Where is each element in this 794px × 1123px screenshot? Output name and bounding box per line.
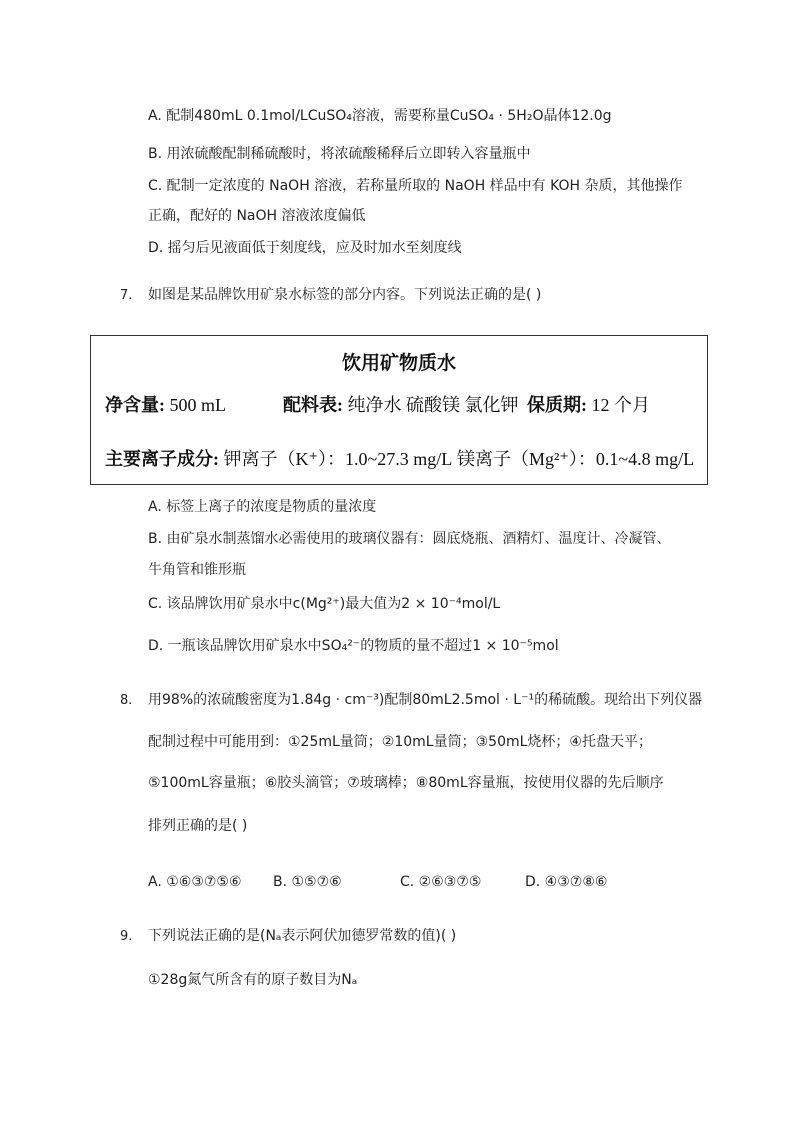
q9-number: 9.	[120, 929, 133, 944]
label-row-ions	[105, 447, 452, 471]
q6-option-b: B. 用浓硫酸配制稀硫酸时，将浓硫酸稀释后立即转入容量瓶中	[148, 146, 531, 162]
ingredients-label: 配料表:	[283, 395, 343, 415]
ions-label: 主要离子成分:	[105, 449, 219, 469]
net-content-label: 净含量:	[105, 395, 165, 415]
q7-option-c: C. 该品牌饮用矿泉水中c(Mg²⁺)最大值为2 × 10⁻⁴mol/L	[148, 596, 501, 612]
shelf-life-value: 12 个月	[591, 395, 650, 415]
q7-option-b-line1: B. 由矿泉水制蒸馏水必需使用的玻璃仪器有：圆底烧瓶、酒精灯、温度计、冷凝管、	[148, 531, 671, 547]
magnesium-ion: 镁离子（Mg²⁺）：0.1~4.8 mg/L	[457, 449, 695, 469]
q9-item-1: ①28g氮气所含有的原子数目为Nₐ	[148, 972, 358, 988]
q6-option-a: A. 配制480mL 0.1mol/LCuSO₄溶液，需要称量CuSO₄ · 5H₂O晶体12.0g	[148, 108, 612, 124]
q7-option-a: A. 标签上离子的浓度是物质的量浓度	[148, 499, 377, 515]
label-row-1	[105, 393, 226, 417]
q8-number: 8.	[120, 693, 133, 708]
q7-stem: 如图是某品牌饮用矿泉水标签的部分内容。下列说法正确的是( )	[148, 287, 542, 303]
q7-number: 7.	[120, 288, 133, 303]
q8-option-a: A. ①⑥③⑦⑤⑥	[148, 874, 242, 890]
q6-option-d: D. 摇匀后见液面低于刻度线，应及时加水至刻度线	[148, 240, 462, 256]
shelf-life-label: 保质期:	[527, 395, 587, 415]
label-title: 饮用矿物质水	[341, 353, 456, 374]
q8-option-c: C. ②⑥③⑦⑤	[400, 874, 482, 890]
label-row-ingredients	[283, 393, 519, 417]
q8-option-d: D. ④③⑦⑧⑥	[525, 874, 608, 890]
net-content-value: 500 mL	[169, 395, 226, 415]
q8-line4: 排列正确的是( )	[148, 818, 248, 834]
q8-line2: 配制过程中可能用到：①25mL量筒；②10mL量筒；③50mL烧杯；④托盘天平；	[148, 734, 652, 750]
potassium-ion: 钾离子（K⁺）：1.0~27.3 mg/L	[223, 449, 453, 469]
q9-stem: 下列说法正确的是(Nₐ表示阿伏加德罗常数的值)( )	[148, 928, 457, 944]
q6-option-c-line2: 正确，配好的 NaOH 溶液浓度偏低	[148, 208, 366, 224]
ingredients-value: 纯净水 硫酸镁 氯化钾	[347, 395, 519, 415]
q7-option-d: D. 一瓶该品牌饮用矿泉水中SO₄²⁻的物质的量不超过1 × 10⁻⁵mol	[148, 638, 559, 654]
q6-option-c-line1: C. 配制一定浓度的 NaOH 溶液，若称量所取的 NaOH 样品中有 KOH 杂质，其他操作	[148, 178, 683, 194]
label-row-shelf	[527, 393, 650, 417]
q8-line1: 用98%的浓硫酸密度为1.84g · cm⁻³)配制80mL2.5mol · L⁻¹的稀硫酸。现给出下列仪器	[148, 692, 703, 708]
q8-line3: ⑤100mL容量瓶；⑥胶头滴管；⑦玻璃棒；⑧80mL容量瓶，按使用仪器的先后顺序	[148, 775, 664, 791]
q8-option-b: B. ①⑤⑦⑥	[273, 874, 342, 890]
label-row-magnesium	[457, 447, 694, 471]
mineral-water-label	[90, 335, 708, 485]
q7-option-b-line2: 牛角管和锥形瓶	[148, 562, 246, 578]
